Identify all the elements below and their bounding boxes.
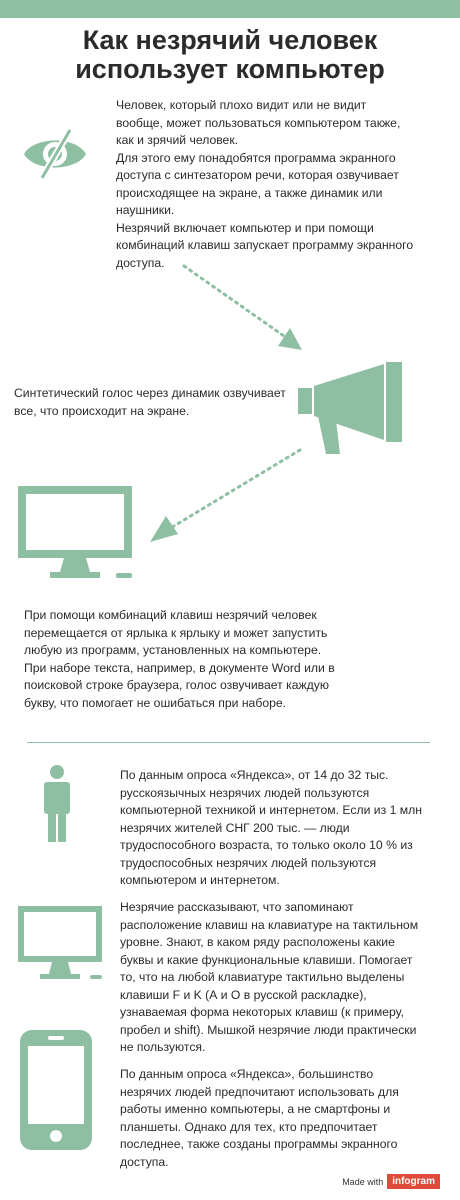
made-with-label: Made with xyxy=(342,1176,384,1187)
stats-text: По данным опроса «Яндекса», от 14 до 32 тыс. русскоязычных незрячих людей пользуются компьютерной техникой и интернетом. Если из 1 млн незрячих жителей СНГ 200 тыс. — люди трудоспособного возраста, то только около 10 % из трудоспособных незрячих людей пользуются компьютером и интернетом. xyxy=(120,768,422,887)
intro-paragraph-2: Для этого ему понадобятся программа экранного доступа с синтезатором речи, которая озвучивает происходящее на экране, а также динамик или наушники. xyxy=(116,150,399,217)
title-line-2: использует компьютер xyxy=(75,54,385,84)
title-line-1: Как незрячий человек xyxy=(82,25,378,55)
keyboard-text: Незрячие рассказывают, что запоминают расположение клавиш на клавиатуре на тактильном уровне. Знают, в каком ряду расположены какие буквы и какие функциональные клавиши. Помогает то, что на любой клавиатуре тактильно выделены клавиши F и K (А и О в русской раскладке), узнаваемая форма некоторых клавиш (к примеру, пробел и shift). Мышкой незрячие люди практически не пользуются. xyxy=(120,900,419,1054)
eye-slash-icon xyxy=(20,128,90,180)
footer xyxy=(342,1174,440,1189)
monitor-small-icon xyxy=(16,904,104,984)
intro-paragraph-3: Незрячий включает компьютер и при помощи комбинаций клавиш запускает программу экранного доступа. xyxy=(116,220,414,270)
top-bar xyxy=(0,0,460,18)
keys-paragraph-1: При помощи комбинаций клавиш незрячий человек перемещается от ярлыка к ярлыку и может запустить любую из программ, установленных на компьютере. xyxy=(24,608,328,657)
dotted-arrow-2 xyxy=(144,446,304,548)
phone-text: По данным опроса «Яндекса», большинство незрячих людей предпочитают использовать для работы именно компьютеры, а не смартфоны и планшеты. Однако для тех, кто предпочитает последнее, также созданы программы экранного доступа. xyxy=(120,1067,399,1169)
infogram-logo[interactable]: infogram xyxy=(387,1174,440,1189)
person-icon xyxy=(40,764,74,844)
smartphone-icon xyxy=(18,1028,94,1152)
dotted-arrow-1 xyxy=(180,262,310,354)
page-title xyxy=(0,26,460,84)
section-divider xyxy=(27,742,430,743)
monitor-icon xyxy=(16,484,134,582)
intro-text xyxy=(116,97,416,272)
megaphone-icon xyxy=(296,358,406,458)
keys-text xyxy=(24,607,354,712)
keys-paragraph-2: При наборе текста, например, в документе Word или в поисковой строке браузера, голос озвучивает каждую букву, что помогает не ошибаться при наборе. xyxy=(24,660,335,710)
speaker-text: Синтетический голос через динамик озвучивает все, что происходит на экране. xyxy=(14,386,286,418)
intro-paragraph-1: Человек, который плохо видит или не видит вообще, может пользоваться компьютером также, как и зрячий человек. xyxy=(116,98,401,147)
